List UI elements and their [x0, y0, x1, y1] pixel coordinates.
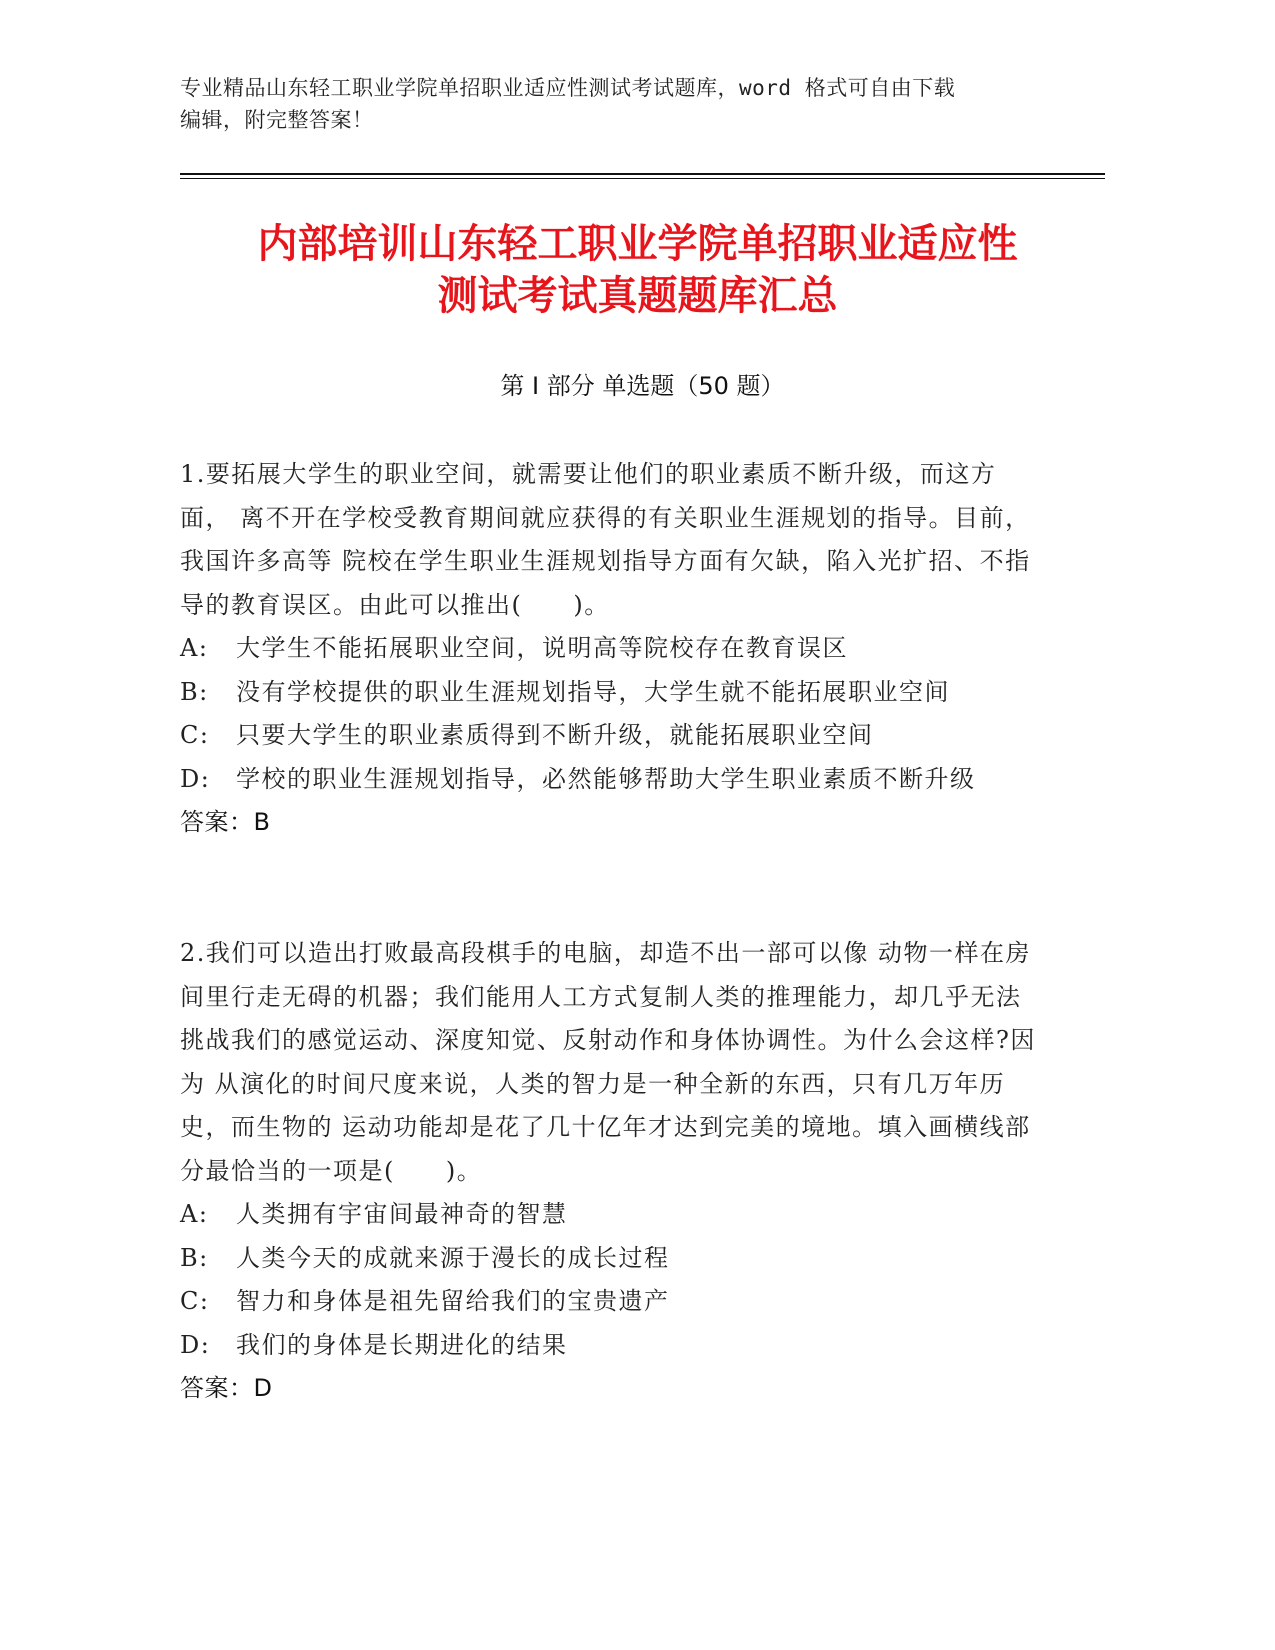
answer-label: 答案：D	[180, 1374, 273, 1402]
question-stem: 1.要拓展大学生的职业空间，就需要让他们的职业素质不断升级，而这方面， 离不开在学校受教育期间就应获得的有关职业生涯规划的指导。目前，我国许多高等 院校在学生职业生涯规划指导方面有欠缺，陷入光扩招、不指导的教育误区。由此可以推出( )。	[180, 460, 1031, 619]
option-b	[180, 671, 1040, 715]
option-text: 只要大学生的职业素质得到不断升级，就能拓展职业空间	[236, 721, 874, 749]
header-rule-thin	[180, 178, 1105, 179]
option-text: 大学生不能拓展职业空间，说明高等院校存在教育误区	[236, 634, 848, 662]
option-d	[180, 758, 1040, 802]
option-key: B:	[180, 677, 209, 706]
section-title: 第 I 部分 单选题（50 题）	[500, 372, 785, 400]
option-key: D:	[180, 1330, 211, 1359]
document-title	[160, 218, 1115, 322]
question-2	[180, 932, 1040, 1411]
document-title-line-2: 测试考试真题题库汇总	[437, 273, 838, 319]
option-text: 人类拥有宇宙间最神奇的智慧	[236, 1200, 568, 1228]
option-text: 我们的身体是长期进化的结果	[236, 1330, 568, 1359]
option-key: D:	[180, 764, 211, 793]
option-a	[180, 1193, 1040, 1237]
option-key: C:	[180, 1287, 210, 1315]
option-text: 智力和身体是祖先留给我们的宝贵遗产	[236, 1287, 670, 1315]
option-c	[180, 1280, 1040, 1324]
option-b	[180, 1237, 1040, 1281]
header-note	[180, 72, 1060, 136]
header-note-line-1: 专业精品山东轻工职业学院单招职业适应性测试考试题库，word 格式可自由下载	[180, 76, 956, 100]
header-rule-thick	[180, 173, 1105, 175]
document-title-line-1: 内部培训山东轻工职业学院单招职业适应性	[257, 221, 1018, 267]
option-a	[180, 627, 1040, 671]
header-note-line-2: 编辑，附完整答案！	[180, 108, 374, 132]
option-c	[180, 714, 1040, 758]
option-text: 人类今天的成就来源于漫长的成长过程	[236, 1243, 670, 1272]
option-key: A:	[180, 1200, 209, 1228]
option-text: 没有学校提供的职业生涯规划指导，大学生就不能拓展职业空间	[236, 677, 950, 706]
option-text: 学校的职业生涯规划指导，必然能够帮助大学生职业素质不断升级	[236, 764, 976, 793]
option-key: A:	[180, 634, 209, 662]
option-key: C:	[180, 721, 210, 749]
question-1	[180, 453, 1040, 845]
option-key: B:	[180, 1243, 209, 1272]
answer-label: 答案：B	[180, 808, 271, 836]
option-d	[180, 1324, 1040, 1368]
question-stem: 2.我们可以造出打败最高段棋手的电脑，却造不出一部可以像 动物一样在房间里行走无碍的机器；我们能用人工方式复制人类的推理能力，却几乎无法挑战我们的感觉运动、深度知觉、反射动作和身体协调性。为什么会这样?因为 从演化的时间尺度来说，人类的智力是一种全新的东西，只有几万年历史，而生物的 运动功能却是花了几十亿年才达到完美的境地。填入画横线部分最恰当的一项是( )。	[180, 939, 1036, 1185]
